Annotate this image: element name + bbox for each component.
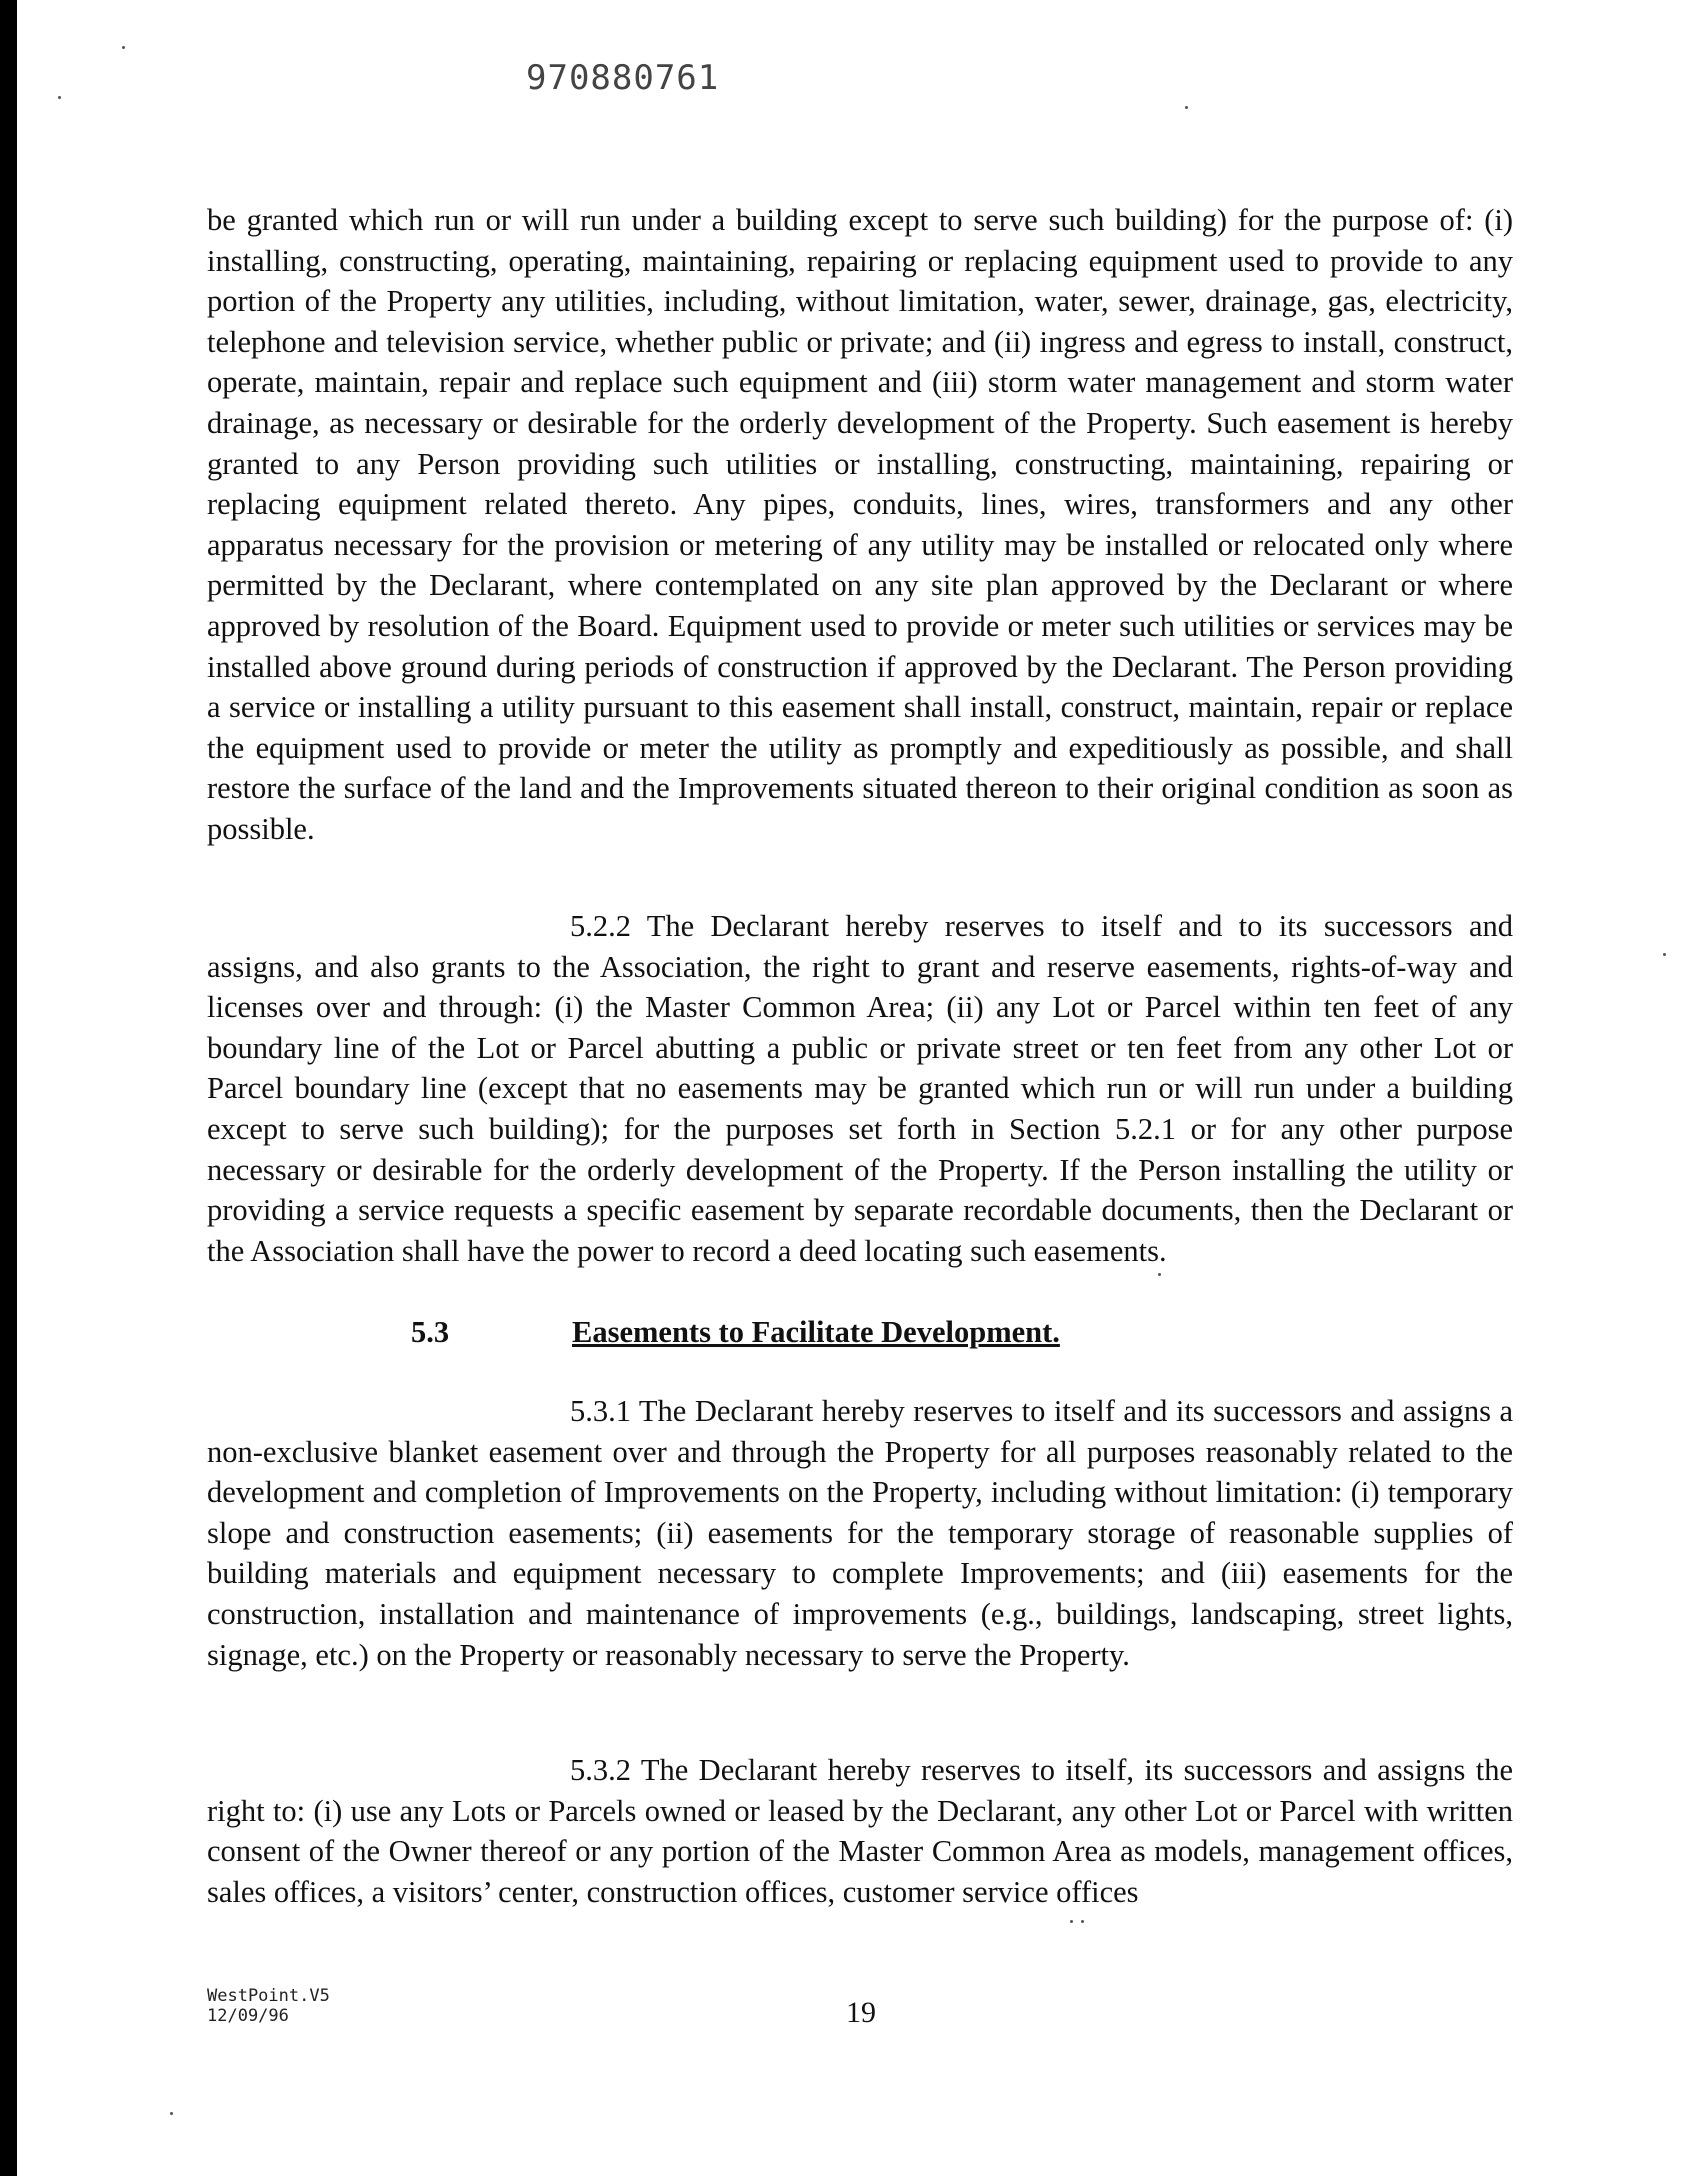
footer-date: 12/09/96 xyxy=(207,2006,289,2026)
paragraph-5-3-2-text: 5.3.2 The Declarant hereby reserves to itself, its successors and assigns the right to: (i) use any Lots or Parcels owned or leased by the Declarant, any other Lot or Parcel with written consent of the Owner thereof or any portion of the Master Common Area as models, management offices, sales offices, a visitors’ center, construction offices, customer service offices xyxy=(207,1753,1513,1909)
document-number-stamp: 970880761 xyxy=(526,58,720,98)
section-title: Easements to Facilitate Development. xyxy=(572,1315,1060,1349)
paragraph-5-3-2 xyxy=(207,1750,1513,1912)
paragraph-5-2-2-text: 5.2.2 The Declarant hereby reserves to itself and to its successors and assigns, and also grants to the Association, the right to grant and reserve easements, rights-of-way and licenses over and through: (i) the Master Common Area; (ii) any Lot or Parcel within ten feet of any boundary line of the Lot or Parcel abutting a public or private street or ten feet from any other Lot or Parcel boundary line (except that no easements may be granted which run or will run under a building except to serve such building); for the purposes set forth in Section 5.2.1 or for any other purpose necessary or desirable for the orderly development of the Property. If the Person installing the utility or providing a service requests a specific easement by separate recordable documents, then the Declarant or the Association shall have the power to record a deed locating such easements. xyxy=(207,909,1513,1268)
scan-speck xyxy=(1158,1273,1161,1276)
scan-speck xyxy=(1663,953,1666,956)
footer-file-name: WestPoint.V5 xyxy=(207,1986,330,2006)
section-number: 5.3 xyxy=(411,1315,450,1349)
paragraph-5-2-2 xyxy=(207,906,1513,1271)
scan-speck xyxy=(58,96,61,99)
scan-speck xyxy=(1185,106,1188,109)
paragraph-utility-easement: be granted which run or will run under a building except to serve such building) for the purpose of: (i) installing, constructing, operating, maintaining, repairing or replacing equipment used to provide to any portion of the Property any utilities, including, without limitation, water, sewer, drainage, gas, electricity, telephone and television service, whether public or private; and (ii) ingress and egress to install, construct, operate, maintain, repair and replace such equipment and (iii) storm water management and storm water drainage, as necessary or desirable for the orderly development of the Property. Such easement is hereby granted to any Person providing such utilities or installing, constructing, maintaining, repairing or replacing equipment related thereto. Any pipes, conduits, lines, wires, transformers and any other apparatus necessary for the provision or metering of any utility may be installed or relocated only where permitted by the Declarant, where contemplated on any site plan approved by the Declarant or where approved by resolution of the Board. Equipment used to provide or meter such utilities or services may be installed above ground during periods of construction if approved by the Declarant. The Person providing a service or installing a utility pursuant to this easement shall install, construct, maintain, repair or replace the equipment used to provide or meter the utility as promptly and expeditiously as possible, and shall restore the surface of the land and the Improvements situated thereon to their original condition as soon as possible. xyxy=(207,203,1513,846)
paragraph-5-3-1-text: 5.3.1 The Declarant hereby reserves to itself and its successors and assigns a non-exclusive blanket easement over and through the Property for all purposes reasonably related to the development and completion of Improvements on the Property, including without limitation: (i) temporary slope and construction easements; (ii) easements for the temporary storage of reasonable supplies of building materials and equipment necessary to complete Improvements; and (iii) easements for the construction, installation and maintenance of improvements (e.g., buildings, landscaping, street lights, signage, etc.) on the Property or reasonably necessary to serve the Property. xyxy=(207,1394,1513,1672)
paragraph-5-3-1 xyxy=(207,1391,1513,1675)
footer-file-info xyxy=(207,1986,330,2026)
page-number: 19 xyxy=(846,1996,876,2029)
scan-speck xyxy=(1081,1920,1084,1923)
scan-border xyxy=(0,0,17,2176)
scan-speck xyxy=(1070,1920,1073,1923)
scan-speck xyxy=(170,2112,173,2115)
scan-speck xyxy=(122,46,125,49)
